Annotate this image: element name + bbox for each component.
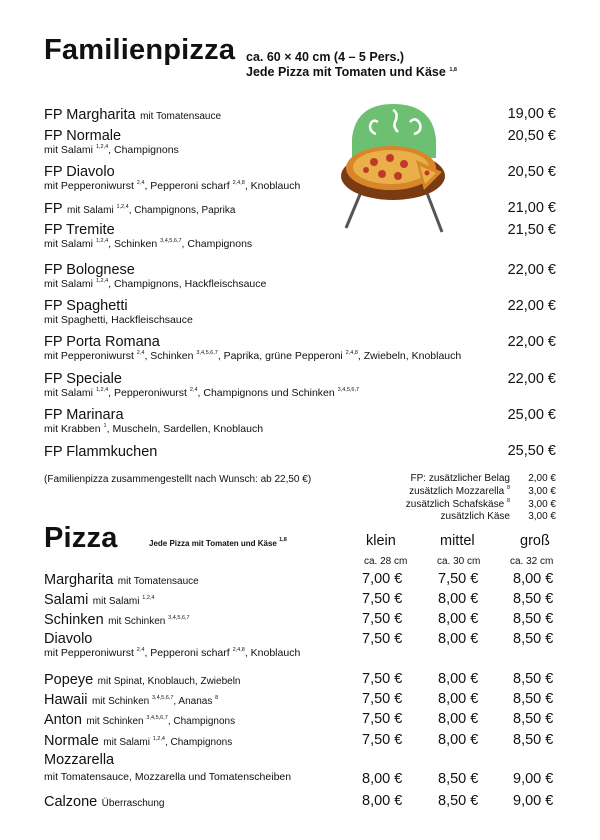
pizza-item-hawaii bbox=[44, 691, 556, 709]
fp-item-tremite bbox=[44, 222, 556, 250]
pizza-item-desc: mit Schinken $^{3,4,5,6,7}$, Ananas $^8$ bbox=[91, 695, 219, 707]
price-mittel: 8,00 € bbox=[438, 691, 479, 707]
fp-item-flammkuchen bbox=[44, 443, 556, 461]
fp-item-speciale bbox=[44, 371, 556, 399]
pizza-item-desc: mit Tomatensauce, Mozzarella und Tomatenscheiben bbox=[44, 771, 292, 783]
fp-item-bolognese bbox=[44, 262, 556, 290]
fp-item-name: FP Diavolo bbox=[44, 164, 115, 180]
familienpizza-size: ca. 60 × 40 cm (4 – 5 Pers.) bbox=[246, 50, 405, 64]
pizza-item-diavolo bbox=[44, 631, 556, 659]
pizza-subtitle: Jede Pizza mit Tomaten und Käse $^{1,8}$ bbox=[149, 537, 287, 548]
price-mittel: 8,00 € bbox=[438, 671, 479, 687]
pizza-item-name: Normale bbox=[44, 733, 99, 749]
price-mittel: 8,50 € bbox=[438, 771, 479, 787]
fp-item-desc: mit Tomatensauce bbox=[140, 111, 222, 122]
price-mittel: 8,50 € bbox=[438, 793, 479, 809]
fp-item-desc: mit Spaghetti, Hackfleischsauce bbox=[44, 314, 193, 326]
familienpizza-subtitle: ca. 60 × 40 cm (4 – 5 Pers.) Jede Pizza mit Tomaten und Käse $^{1,8}$ bbox=[246, 50, 457, 79]
pizza-item-name: Mozzarella bbox=[44, 752, 115, 768]
price-klein: 8,00 € bbox=[362, 793, 403, 809]
pizza-item-name: Diavolo bbox=[44, 631, 93, 647]
price-gross: 8,50 € bbox=[513, 591, 554, 607]
price-mittel: 7,50 € bbox=[438, 571, 479, 587]
price-klein: 8,00 € bbox=[362, 771, 403, 787]
pizza-item-desc: mit Spinat, Knoblauch, Zwiebeln bbox=[97, 676, 241, 687]
familienpizza-base: Jede Pizza mit Tomaten und Käse bbox=[246, 65, 446, 79]
price-gross: 8,50 € bbox=[513, 711, 554, 727]
pizza-item-calzone bbox=[44, 793, 556, 811]
price-klein: 7,50 € bbox=[362, 732, 403, 748]
price-klein: 7,00 € bbox=[362, 571, 403, 587]
price-mittel: 8,00 € bbox=[438, 732, 479, 748]
fp-item-price: 21,00 € bbox=[507, 200, 556, 216]
fp-item-price: 22,00 € bbox=[507, 371, 556, 387]
fp-item-desc: mit Salami $^{1,2,4}$, Schinken $^{3,4,5,6,7}$, Champignons bbox=[44, 238, 253, 250]
size-mittel-cm: ca. 30 cm bbox=[437, 556, 481, 567]
extras-row: zusätzlich Schafskäse $^8$ 3,00 € bbox=[405, 497, 556, 510]
familienpizza-note: (Familienpizza zusammengestellt nach Wunsch: ab 22,50 €) bbox=[44, 474, 312, 485]
fp-item-normale bbox=[44, 128, 556, 156]
pizza-item-desc: mit Schinken $^{3,4,5,6,7}$ bbox=[108, 615, 190, 627]
price-mittel: 8,00 € bbox=[438, 631, 479, 647]
pizza-item-salami bbox=[44, 591, 556, 609]
size-klein: klein bbox=[366, 533, 396, 549]
fp-item-price: 22,00 € bbox=[507, 262, 556, 278]
price-klein: 7,50 € bbox=[362, 611, 403, 627]
pizza-item-anton bbox=[44, 711, 556, 729]
fp-item-desc: mit Salami $^{1,2,4}$, Champignons, Hackfleischsauce bbox=[44, 278, 267, 290]
pizza-title: Pizza bbox=[44, 522, 118, 554]
price-gross: 9,00 € bbox=[513, 793, 554, 809]
size-mittel: mittel bbox=[440, 533, 475, 549]
fp-item-name: FP Normale bbox=[44, 128, 122, 144]
price-mittel: 8,00 € bbox=[438, 591, 479, 607]
fp-item-name: FP Bolognese bbox=[44, 262, 135, 278]
fp-item-spaghetti bbox=[44, 298, 556, 326]
pizza-item-desc: Überraschung bbox=[101, 798, 165, 809]
fp-item-price: 25,50 € bbox=[507, 443, 556, 459]
fp-item-marinara bbox=[44, 407, 556, 435]
size-gross: groß bbox=[520, 533, 550, 549]
price-klein: 7,50 € bbox=[362, 591, 403, 607]
fp-item-desc: mit Salami $^{1,2,4}$, Pepperoniwurst $^{2,4}$, Champignons und Schinken $^{3,4,5,6,7}$ bbox=[44, 387, 360, 399]
extras-row: zusätzlich Mozzarella $^8$ 3,00 € bbox=[409, 484, 556, 497]
price-klein: 7,50 € bbox=[362, 631, 403, 647]
fp-item-desc: mit Pepperoniwurst $^{2,4}$, Pepperoni scharf $^{2,4,8}$, Knoblauch bbox=[44, 180, 301, 192]
pizza-item-desc: mit Tomatensauce bbox=[117, 576, 199, 587]
pizza-item-name: Anton bbox=[44, 712, 82, 728]
fp-item-price: 22,00 € bbox=[507, 298, 556, 314]
pizza-item-name: Salami bbox=[44, 592, 89, 608]
pizza-item-name: Calzone bbox=[44, 794, 98, 810]
fp-item-margharita bbox=[44, 106, 556, 124]
fp-item-porta-romana bbox=[44, 334, 556, 362]
fp-item-desc: mit Salami $^{1,2,4}$, Champignons bbox=[44, 144, 179, 156]
price-klein: 7,50 € bbox=[362, 711, 403, 727]
fp-item-price: 20,50 € bbox=[507, 128, 556, 144]
fp-item-price: 25,00 € bbox=[507, 407, 556, 423]
fp-item-name: FP Tremite bbox=[44, 222, 115, 238]
fp-item-name: FP Flammkuchen bbox=[44, 444, 158, 460]
fp-item-fp bbox=[44, 200, 556, 218]
extras-list bbox=[380, 473, 556, 524]
fp-item-desc: mit Pepperoniwurst $^{2,4}$, Schinken $^{3,4,5,6,7}$, Paprika, grüne Pepperoni $^{2,4,8}$, Zwiebeln, Knoblauch bbox=[44, 350, 462, 362]
price-gross: 8,50 € bbox=[513, 631, 554, 647]
fp-item-desc: mit Krabben $^1$, Muscheln, Sardellen, Knoblauch bbox=[44, 423, 264, 435]
price-gross: 8,00 € bbox=[513, 571, 554, 587]
fp-item-name: FP Margharita bbox=[44, 107, 136, 123]
fp-item-name: FP Marinara bbox=[44, 407, 124, 423]
pizza-item-margharita bbox=[44, 571, 556, 589]
pizza-item-desc: mit Pepperoniwurst $^{2,4}$, Pepperoni scharf $^{2,4,8}$, Knoblauch bbox=[44, 647, 301, 659]
fp-item-name: FP Spaghetti bbox=[44, 298, 128, 314]
fp-item-price: 20,50 € bbox=[507, 164, 556, 180]
pizza-item-popeye bbox=[44, 671, 556, 689]
size-klein-cm: ca. 28 cm bbox=[364, 556, 408, 567]
pizza-item-normale bbox=[44, 732, 556, 750]
price-klein: 7,50 € bbox=[362, 671, 403, 687]
pizza-item-desc: mit Salami $^{1,2,4}$, Champignons bbox=[103, 736, 233, 748]
fp-item-diavolo bbox=[44, 164, 556, 192]
extras-row: FP: zusätzlicher Belag 2,00 € bbox=[410, 473, 556, 484]
price-gross: 8,50 € bbox=[513, 732, 554, 748]
fp-item-name: FP Porta Romana bbox=[44, 334, 160, 350]
pizza-item-name: Popeye bbox=[44, 672, 94, 688]
price-klein: 7,50 € bbox=[362, 691, 403, 707]
fp-item-desc: mit Salami $^{1,2,4}$, Champignons, Paprika bbox=[66, 204, 236, 216]
pizza-item-desc: mit Salami $^{1,2,4}$ bbox=[92, 595, 155, 607]
pizza-item-name: Hawaii bbox=[44, 692, 88, 708]
price-mittel: 8,00 € bbox=[438, 611, 479, 627]
fp-item-name: FP bbox=[44, 201, 63, 217]
pizza-item-mozzarella bbox=[44, 752, 556, 787]
familienpizza-title: Familienpizza bbox=[44, 34, 236, 66]
pizza-item-name: Margharita bbox=[44, 572, 114, 588]
fp-item-price: 22,00 € bbox=[507, 334, 556, 350]
size-gross-cm: ca. 32 cm bbox=[510, 556, 554, 567]
fp-item-name: FP Speciale bbox=[44, 371, 122, 387]
price-gross: 8,50 € bbox=[513, 671, 554, 687]
extras-row: zusätzlich Käse 3,00 € bbox=[440, 511, 556, 523]
pizza-item-schinken bbox=[44, 611, 556, 629]
price-gross: 8,50 € bbox=[513, 691, 554, 707]
fp-item-price: 19,00 € bbox=[507, 106, 556, 122]
price-mittel: 8,00 € bbox=[438, 711, 479, 727]
price-gross: 9,00 € bbox=[513, 771, 554, 787]
pizza-item-name: Schinken bbox=[44, 612, 104, 628]
price-gross: 8,50 € bbox=[513, 611, 554, 627]
pizza-item-desc: mit Schinken $^{3,4,5,6,7}$, Champignons bbox=[86, 715, 236, 727]
fp-item-price: 21,50 € bbox=[507, 222, 556, 238]
